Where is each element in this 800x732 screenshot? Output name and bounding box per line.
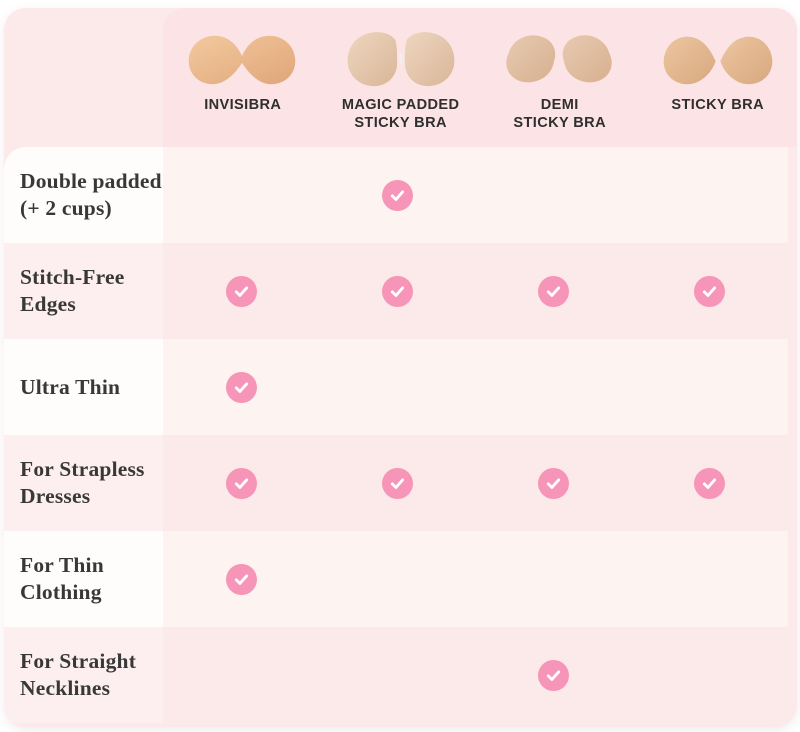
check-cell xyxy=(476,339,632,435)
check-cell xyxy=(163,243,319,339)
check-cell xyxy=(163,339,319,435)
feature-row-content xyxy=(163,339,788,435)
check-icon xyxy=(694,276,725,307)
product-name-line: MAGIC PADDED xyxy=(341,96,460,113)
check-cell xyxy=(632,243,788,339)
invisibra-image xyxy=(183,28,301,90)
feature-label-line: For Thin xyxy=(20,553,104,577)
magic-padded-sticky-bra-image xyxy=(342,28,460,90)
check-cell xyxy=(319,243,475,339)
feature-label-line: Edges xyxy=(20,292,76,316)
check-cell xyxy=(163,531,319,627)
product-column-magic-padded-sticky-bra xyxy=(322,8,481,147)
feature-label xyxy=(4,147,163,243)
product-name xyxy=(513,96,606,132)
feature-label xyxy=(4,627,163,723)
check-icon xyxy=(226,564,257,595)
check-icon xyxy=(538,468,569,499)
product-name-line: STICKY BRA xyxy=(512,114,606,131)
check-cell xyxy=(476,147,632,243)
feature-row-content xyxy=(163,627,788,723)
product-header-row xyxy=(163,8,797,147)
feature-row xyxy=(4,339,797,435)
feature-row xyxy=(4,627,797,723)
sticky-bra-image xyxy=(659,28,777,90)
check-cell xyxy=(632,339,788,435)
demi-sticky-bra-image xyxy=(500,28,618,90)
product-name-line: STICKY BRA xyxy=(354,114,448,131)
product-column-sticky-bra xyxy=(639,8,798,147)
check-icon xyxy=(694,468,725,499)
feature-label xyxy=(4,435,163,531)
feature-label-line: Double padded xyxy=(20,169,162,193)
feature-label-line: (+ 2 cups) xyxy=(20,196,112,220)
feature-row-content xyxy=(163,243,788,339)
product-name-line: INVISIBRA xyxy=(203,96,281,113)
feature-label-line: Ultra Thin xyxy=(20,374,121,399)
feature-label-line: For Strapless xyxy=(20,457,145,481)
feature-row-content xyxy=(163,435,788,531)
feature-label-line: Dresses xyxy=(20,484,91,508)
product-name xyxy=(204,96,281,114)
check-icon xyxy=(382,468,413,499)
product-name xyxy=(671,96,764,114)
check-cell xyxy=(476,243,632,339)
check-cell xyxy=(319,435,475,531)
feature-label-line: Necklines xyxy=(20,676,111,700)
check-cell xyxy=(632,627,788,723)
product-name xyxy=(342,96,460,132)
feature-label xyxy=(4,531,163,627)
feature-label-line: Stitch-Free xyxy=(20,265,125,289)
feature-rows xyxy=(4,147,797,723)
check-icon xyxy=(226,468,257,499)
feature-label xyxy=(4,339,163,435)
check-cell xyxy=(163,435,319,531)
check-icon xyxy=(382,276,413,307)
check-cell xyxy=(476,627,632,723)
product-name-line: DEMI xyxy=(540,96,579,113)
feature-row xyxy=(4,147,797,243)
check-cell xyxy=(476,435,632,531)
comparison-card xyxy=(4,8,797,727)
feature-row-content xyxy=(163,531,788,627)
check-icon xyxy=(382,180,413,211)
check-cell xyxy=(632,147,788,243)
check-cell xyxy=(319,627,475,723)
check-icon xyxy=(226,276,257,307)
check-cell xyxy=(319,339,475,435)
check-cell xyxy=(319,531,475,627)
product-column-demi-sticky-bra xyxy=(480,8,639,147)
check-cell xyxy=(632,435,788,531)
feature-label-line: For Straight xyxy=(20,649,137,673)
feature-row xyxy=(4,531,797,627)
feature-row-content xyxy=(163,147,788,243)
product-name-line: STICKY BRA xyxy=(671,96,765,113)
feature-label xyxy=(4,243,163,339)
check-cell xyxy=(163,147,319,243)
check-cell xyxy=(163,627,319,723)
check-cell xyxy=(632,531,788,627)
feature-row xyxy=(4,435,797,531)
product-column-invisibra xyxy=(163,8,322,147)
check-cell xyxy=(319,147,475,243)
check-icon xyxy=(226,372,257,403)
feature-row xyxy=(4,243,797,339)
check-icon xyxy=(538,660,569,691)
check-icon xyxy=(538,276,569,307)
feature-label-line: Clothing xyxy=(20,580,102,604)
check-cell xyxy=(476,531,632,627)
